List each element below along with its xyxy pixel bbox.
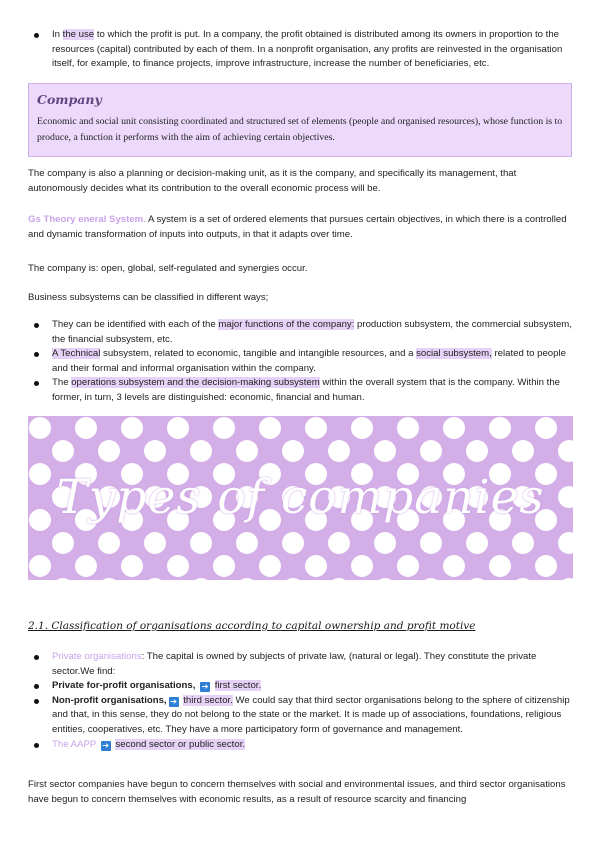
definition-callout [28,83,572,157]
item-label: Private for-profit organisations, [52,680,196,692]
list-item: A Technical subsystem, related to economic, tangible and intangible resources, and a social subsystem, related to people and their formal and informal organisation within the company. [28,347,574,376]
arrow-right-icon: ➔ [102,740,110,750]
paragraph-subsystems: Business subsystems can be classified in different ways; [28,292,269,303]
highlight: first sector. [214,680,262,692]
intro-list [28,28,574,72]
highlight: the use [62,29,95,40]
arrow-right-icon: ➔ [170,696,177,706]
classification-list [28,650,574,752]
list-item: Non-profit organisations, ➔ third sector. We could say that third sector organisations belong to the sphere of citizenship and that, in this sense, they do not belong to the state or the market. It is made up of associations, foundations, religious entities, cooperatives, etc. They have a more participatory form of governance and management. [28,694,574,738]
arrow-right-icon: ➔ [201,682,209,692]
item-label: The AAPP [52,738,97,750]
list-item: Private organisations: The capital is owned by subjects of private law, (natural or legal). They constitute the private sector.We find: [28,650,574,679]
subsystem-list [28,318,574,406]
callout-title: Company [37,92,102,107]
paragraph-system: Gs Theory eneral System. A system is a set of ordered elements that pursues certain objectives, in which there is a controlled and dynamic transformation of inputs into outputs, in that it adapts over time. [28,214,567,240]
item-label: Non-profit organisations, [52,694,167,706]
banner-title: Types of companies [56,470,545,525]
list-item: In the use to which the profit is put. In a company, the profit obtained is distributed among its owners in proportion to the resources (capital) contributed by each of them. In a nonprofit organisation, any profits are reinvested in the organisation itself, for example, to finance projects, improve infrastructure, increase the number of beneficiaries, etc. [28,28,574,72]
paragraph-first-sector: First sector companies have begun to concern themselves with social and environmental issues, and third sector organisations have begun to concern themselves with economic results, as a result of resource scarcity and financing [28,779,566,805]
system-label: Gs Theory eneral System. [28,214,146,225]
section-banner [28,416,573,580]
paragraph-planning: The company is also a planning or decision-making unit, as it is the company, and specifically its management, that autonomously decides what its contribution to the overall economic process will be. [28,168,517,194]
list-item: They can be identified with each of the major functions of the company: production subsystem, the commercial subsystem, the financial subsystem, etc. [28,318,574,347]
list-item: The operations subsystem and the decision-making subsystem within the overall system that is the company. Within the former, in turn, 3 levels are distinguished: economic, financial and human. [28,376,574,405]
list-item [28,738,574,753]
list-item [28,679,574,694]
highlight: second sector or public sector. [115,738,246,750]
section-heading: 2.1. Classification of organisations according to capital ownership and profit motive [28,620,476,632]
highlight: major functions of the company: [218,319,355,330]
paragraph-open: The company is: open, global, self-regulated and synergies occur. [28,263,308,274]
highlight: social subsystem, [416,348,492,360]
highlight: A Technical [52,348,101,360]
highlight: operations subsystem and the decision-making subsystem [71,377,320,389]
item-label: Private organisations [52,651,142,662]
highlight: third sector. [183,694,233,706]
callout-body: Economic and social unit consisting coordinated and structured set of elements (people and organised resources), whose function is to produce, a function it performs with the aim of achieving certain objectives. [37,116,563,143]
